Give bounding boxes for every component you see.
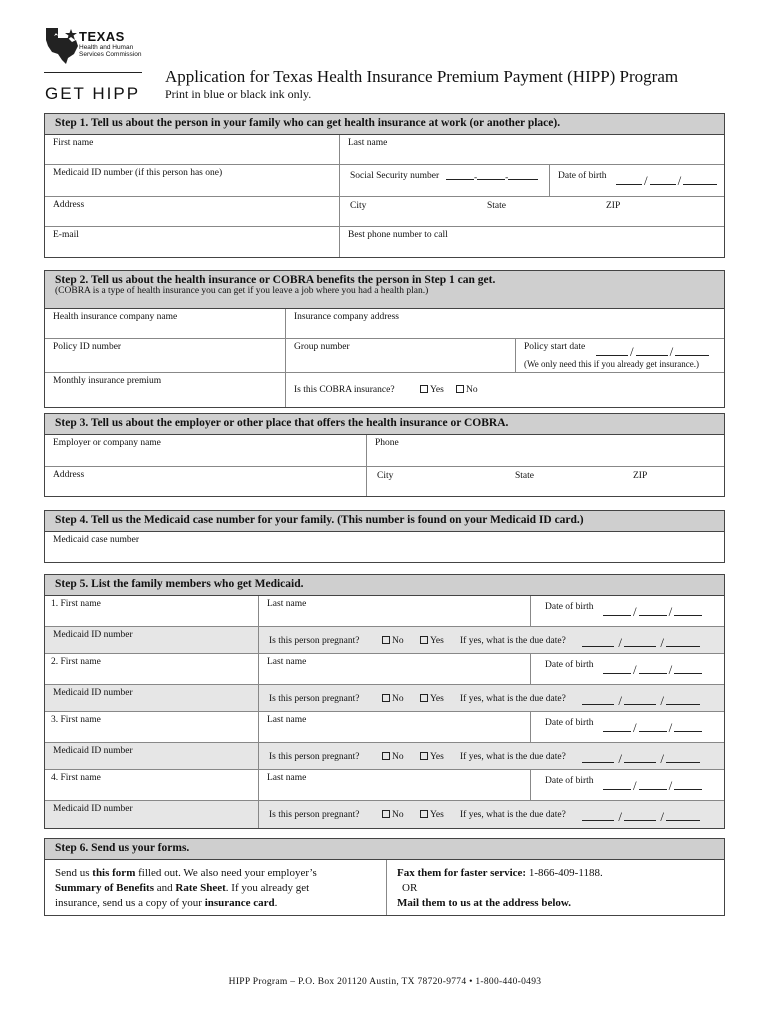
member-name-row [45, 596, 724, 627]
step6-text: filled out. We also need your employer’s [135, 867, 317, 879]
policy-start-note: (We only need this if you already get insurance.) [524, 359, 699, 369]
pregnant-no-label: No [392, 694, 404, 704]
cobra-yes-option[interactable] [420, 385, 444, 395]
group-number-field[interactable] [285, 339, 515, 372]
insurance-company-name-label: Health insurance company name [53, 312, 178, 322]
step6-emph: Summary of Benefits [55, 882, 154, 894]
cobra-yes-checkbox[interactable] [420, 385, 428, 393]
pregnant-no-option[interactable] [382, 636, 404, 646]
step6-heading: Step 6. Send us your forms. [45, 839, 724, 860]
member-dob-field[interactable] [530, 596, 724, 626]
member-first-name-field[interactable] [45, 712, 258, 742]
pregnant-no-checkbox[interactable] [382, 694, 390, 702]
member-first-name-field[interactable] [45, 770, 258, 800]
member-pregnancy-question [258, 801, 724, 828]
step1-heading: Step 1. Tell us about the person in your family who can get health insurance at work (or another place). [45, 114, 724, 135]
member-medicaid-id-label: Medicaid ID number [53, 746, 133, 756]
step6-instructions [45, 860, 386, 915]
employer-phone-field[interactable] [366, 435, 724, 466]
monthly-premium-label: Monthly insurance premium [53, 376, 162, 386]
agency-name: TEXAS [79, 29, 125, 44]
pregnant-no-option[interactable] [382, 694, 404, 704]
member-last-name-field[interactable] [258, 654, 530, 684]
employer-name-field[interactable] [45, 435, 366, 466]
due-date-blanks[interactable]: / / [582, 693, 700, 709]
header-divider [44, 72, 142, 73]
step3-heading: Step 3. Tell us about the employer or other place that offers the health insurance or COBRA. [45, 414, 724, 435]
step4-section [44, 510, 725, 563]
step1-state-label: State [487, 201, 506, 211]
policy-start-blanks: / / [596, 344, 709, 360]
step6-text: Send us [55, 867, 93, 879]
member-dob-blanks: / / [603, 662, 702, 678]
pregnant-yes-checkbox[interactable] [420, 810, 428, 818]
step1-ssn-field[interactable] [339, 165, 549, 196]
due-date-question-label: If yes, what is the due date? [460, 636, 566, 646]
member-id-row [45, 743, 724, 770]
member-list [45, 596, 724, 828]
insurance-company-address-field[interactable] [285, 309, 724, 338]
member-id-row [45, 801, 724, 828]
pregnant-question-label: Is this person pregnant? [269, 752, 360, 762]
pregnant-no-option[interactable] [382, 810, 404, 820]
pregnant-question-label: Is this person pregnant? [269, 694, 360, 704]
pregnant-yes-checkbox[interactable] [420, 752, 428, 760]
member-pregnancy-question [258, 627, 724, 653]
member-name-row [45, 770, 724, 801]
cobra-no-label: No [466, 385, 478, 395]
pregnant-yes-label: Yes [430, 636, 444, 646]
member-last-name-label: Last name [267, 773, 307, 783]
step1-address-field[interactable] [45, 197, 339, 226]
step1-medicaid-id-label: Medicaid ID number (if this person has one) [53, 168, 223, 178]
cobra-no-option[interactable] [456, 385, 478, 395]
member-first-name-label: 3. First name [51, 715, 101, 725]
step1-phone-field[interactable] [339, 227, 724, 257]
member-pregnancy-question [258, 685, 724, 711]
member-first-name-field[interactable] [45, 596, 258, 626]
program-mark: GET HIPP [45, 84, 141, 103]
due-date-question-label: If yes, what is the due date? [460, 810, 566, 820]
agency-subname: Health and Human Services Commission [79, 44, 142, 58]
pregnant-yes-checkbox[interactable] [420, 694, 428, 702]
member-last-name-label: Last name [267, 599, 307, 609]
policy-start-field[interactable] [515, 339, 724, 372]
member-pregnancy-question [258, 743, 724, 769]
pregnant-no-label: No [392, 636, 404, 646]
or-label: OR [402, 882, 418, 894]
member-last-name-field[interactable] [258, 770, 530, 800]
step1-address-label: Address [53, 200, 85, 210]
pregnant-yes-option[interactable] [420, 694, 444, 704]
cobra-question-label: Is this COBRA insurance? [294, 385, 395, 395]
member-medicaid-id-label: Medicaid ID number [53, 688, 133, 698]
step2-note: (COBRA is a type of health insurance you can get if you leave a job where you had a health plan.) [55, 286, 429, 296]
due-date-blanks[interactable]: / / [582, 809, 700, 825]
insurance-company-name-field[interactable] [45, 309, 285, 338]
step6-text: . [274, 897, 278, 909]
employer-zip-label: ZIP [633, 471, 648, 481]
pregnant-yes-option[interactable] [420, 752, 444, 762]
pregnant-no-checkbox[interactable] [382, 810, 390, 818]
employer-name-label: Employer or company name [53, 438, 161, 448]
pregnant-no-checkbox[interactable] [382, 636, 390, 644]
dob-blanks: / / [616, 173, 717, 189]
employer-state-label: State [515, 471, 534, 481]
step6-text: . If you already get [225, 882, 310, 894]
member-last-name-label: Last name [267, 715, 307, 725]
member-dob-label: Date of birth [545, 718, 594, 728]
member-name-row [45, 654, 724, 685]
insurance-company-address-label: Insurance company address [294, 312, 399, 322]
member-last-name-field[interactable] [258, 596, 530, 626]
step1-email-field[interactable] [45, 227, 339, 257]
ssn-blanks: - - [446, 171, 538, 183]
employer-city-label: City [377, 471, 394, 481]
member-medicaid-id-field[interactable] [45, 685, 258, 711]
pregnant-no-option[interactable] [382, 752, 404, 762]
step1-first-name-field[interactable] [45, 135, 339, 164]
policy-start-label: Policy start date [524, 342, 586, 352]
step1-section [44, 113, 725, 258]
due-date-question-label: If yes, what is the due date? [460, 694, 566, 704]
page-subtitle: Print in blue or black ink only. [165, 87, 312, 101]
member-last-name-label: Last name [267, 657, 307, 667]
member-dob-blanks: / / [603, 778, 702, 794]
member-medicaid-id-field[interactable] [45, 743, 258, 769]
step4-heading: Step 4. Tell us the Medicaid case number for your family. (This number is found on your Medicaid ID card.) [45, 511, 724, 532]
step1-city-label: City [350, 201, 367, 211]
group-number-label: Group number [294, 342, 350, 352]
pregnant-yes-label: Yes [430, 752, 444, 762]
employer-city-state-zip-field[interactable] [366, 467, 724, 496]
member-first-name-label: 4. First name [51, 773, 101, 783]
policy-id-field[interactable] [45, 339, 285, 372]
step6-send-options [386, 860, 724, 915]
pregnant-no-label: No [392, 752, 404, 762]
medicaid-case-number-field[interactable] [45, 532, 724, 562]
medicaid-case-number-label: Medicaid case number [53, 535, 139, 545]
cobra-no-checkbox[interactable] [456, 385, 464, 393]
step1-phone-label: Best phone number to call [348, 230, 448, 240]
page-title: Application for Texas Health Insurance Premium Payment (HIPP) Program [165, 67, 679, 86]
pregnant-yes-label: Yes [430, 694, 444, 704]
step6-text: and [154, 882, 176, 894]
step1-dob-label: Date of birth [558, 171, 607, 181]
pregnant-question-label: Is this person pregnant? [269, 810, 360, 820]
step1-last-name-label: Last name [348, 138, 388, 148]
employer-address-label: Address [53, 470, 85, 480]
footer-address: HIPP Program – P.O. Box 201120 Austin, TX 78720-9774 • 1-800-440-0493 [228, 977, 542, 987]
member-dob-field[interactable] [530, 712, 724, 742]
monthly-premium-field[interactable] [45, 373, 285, 407]
step3-section [44, 413, 725, 497]
step5-heading: Step 5. List the family members who get Medicaid. [45, 575, 724, 596]
member-first-name-label: 1. First name [51, 599, 101, 609]
step1-email-label: E-mail [53, 230, 79, 240]
member-dob-label: Date of birth [545, 660, 594, 670]
fax-number: 1-866-409-1188. [526, 867, 603, 879]
member-id-row [45, 685, 724, 712]
pregnant-yes-checkbox[interactable] [420, 636, 428, 644]
due-date-blanks[interactable]: / / [582, 635, 700, 651]
step1-last-name-field[interactable] [339, 135, 724, 164]
pregnant-no-label: No [392, 810, 404, 820]
step5-section [44, 574, 725, 829]
step6-emph: Rate Sheet [175, 882, 226, 894]
member-name-row [45, 712, 724, 743]
member-medicaid-id-field[interactable] [45, 627, 258, 653]
due-date-blanks[interactable]: / / [582, 751, 700, 767]
step2-heading-box [45, 271, 724, 309]
member-last-name-field[interactable] [258, 712, 530, 742]
pregnant-yes-option[interactable] [420, 636, 444, 646]
employer-phone-label: Phone [375, 438, 399, 448]
member-first-name-label: 2. First name [51, 657, 101, 667]
cobra-question [285, 373, 724, 407]
due-date-question-label: If yes, what is the due date? [460, 752, 566, 762]
member-dob-blanks: / / [603, 604, 702, 620]
step6-emph: this form [92, 867, 136, 879]
step6-emph: insurance card [204, 897, 275, 909]
pregnant-no-checkbox[interactable] [382, 752, 390, 760]
pregnant-yes-label: Yes [430, 810, 444, 820]
step1-city-state-zip-field[interactable] [339, 197, 724, 226]
member-medicaid-id-field[interactable] [45, 801, 258, 828]
pregnant-question-label: Is this person pregnant? [269, 636, 360, 646]
policy-id-label: Policy ID number [53, 342, 122, 352]
fax-label: Fax them for faster service: [397, 867, 527, 879]
step1-ssn-label: Social Security number [350, 171, 440, 181]
employer-address-field[interactable] [45, 467, 366, 496]
member-medicaid-id-label: Medicaid ID number [53, 630, 133, 640]
mail-instruction: Mail them to us at the address below. [397, 897, 571, 909]
member-dob-label: Date of birth [545, 776, 594, 786]
member-dob-field[interactable] [530, 770, 724, 800]
step1-dob-field[interactable] [549, 165, 724, 196]
step2-section [44, 270, 725, 408]
member-id-row [45, 627, 724, 654]
member-first-name-field[interactable] [45, 654, 258, 684]
member-medicaid-id-label: Medicaid ID number [53, 804, 133, 814]
pregnant-yes-option[interactable] [420, 810, 444, 820]
cobra-yes-label: Yes [430, 385, 444, 395]
member-dob-field[interactable] [530, 654, 724, 684]
step1-medicaid-id-field[interactable] [45, 165, 339, 196]
step1-first-name-label: First name [53, 138, 94, 148]
step1-zip-label: ZIP [606, 201, 621, 211]
member-dob-blanks: / / [603, 720, 702, 736]
member-dob-label: Date of birth [545, 602, 594, 612]
step2-heading: Step 2. Tell us about the health insurance or COBRA benefits the person in Step 1 can get. [55, 274, 496, 286]
step6-text: insurance, send us a copy of your [55, 897, 205, 909]
step6-section [44, 838, 725, 916]
